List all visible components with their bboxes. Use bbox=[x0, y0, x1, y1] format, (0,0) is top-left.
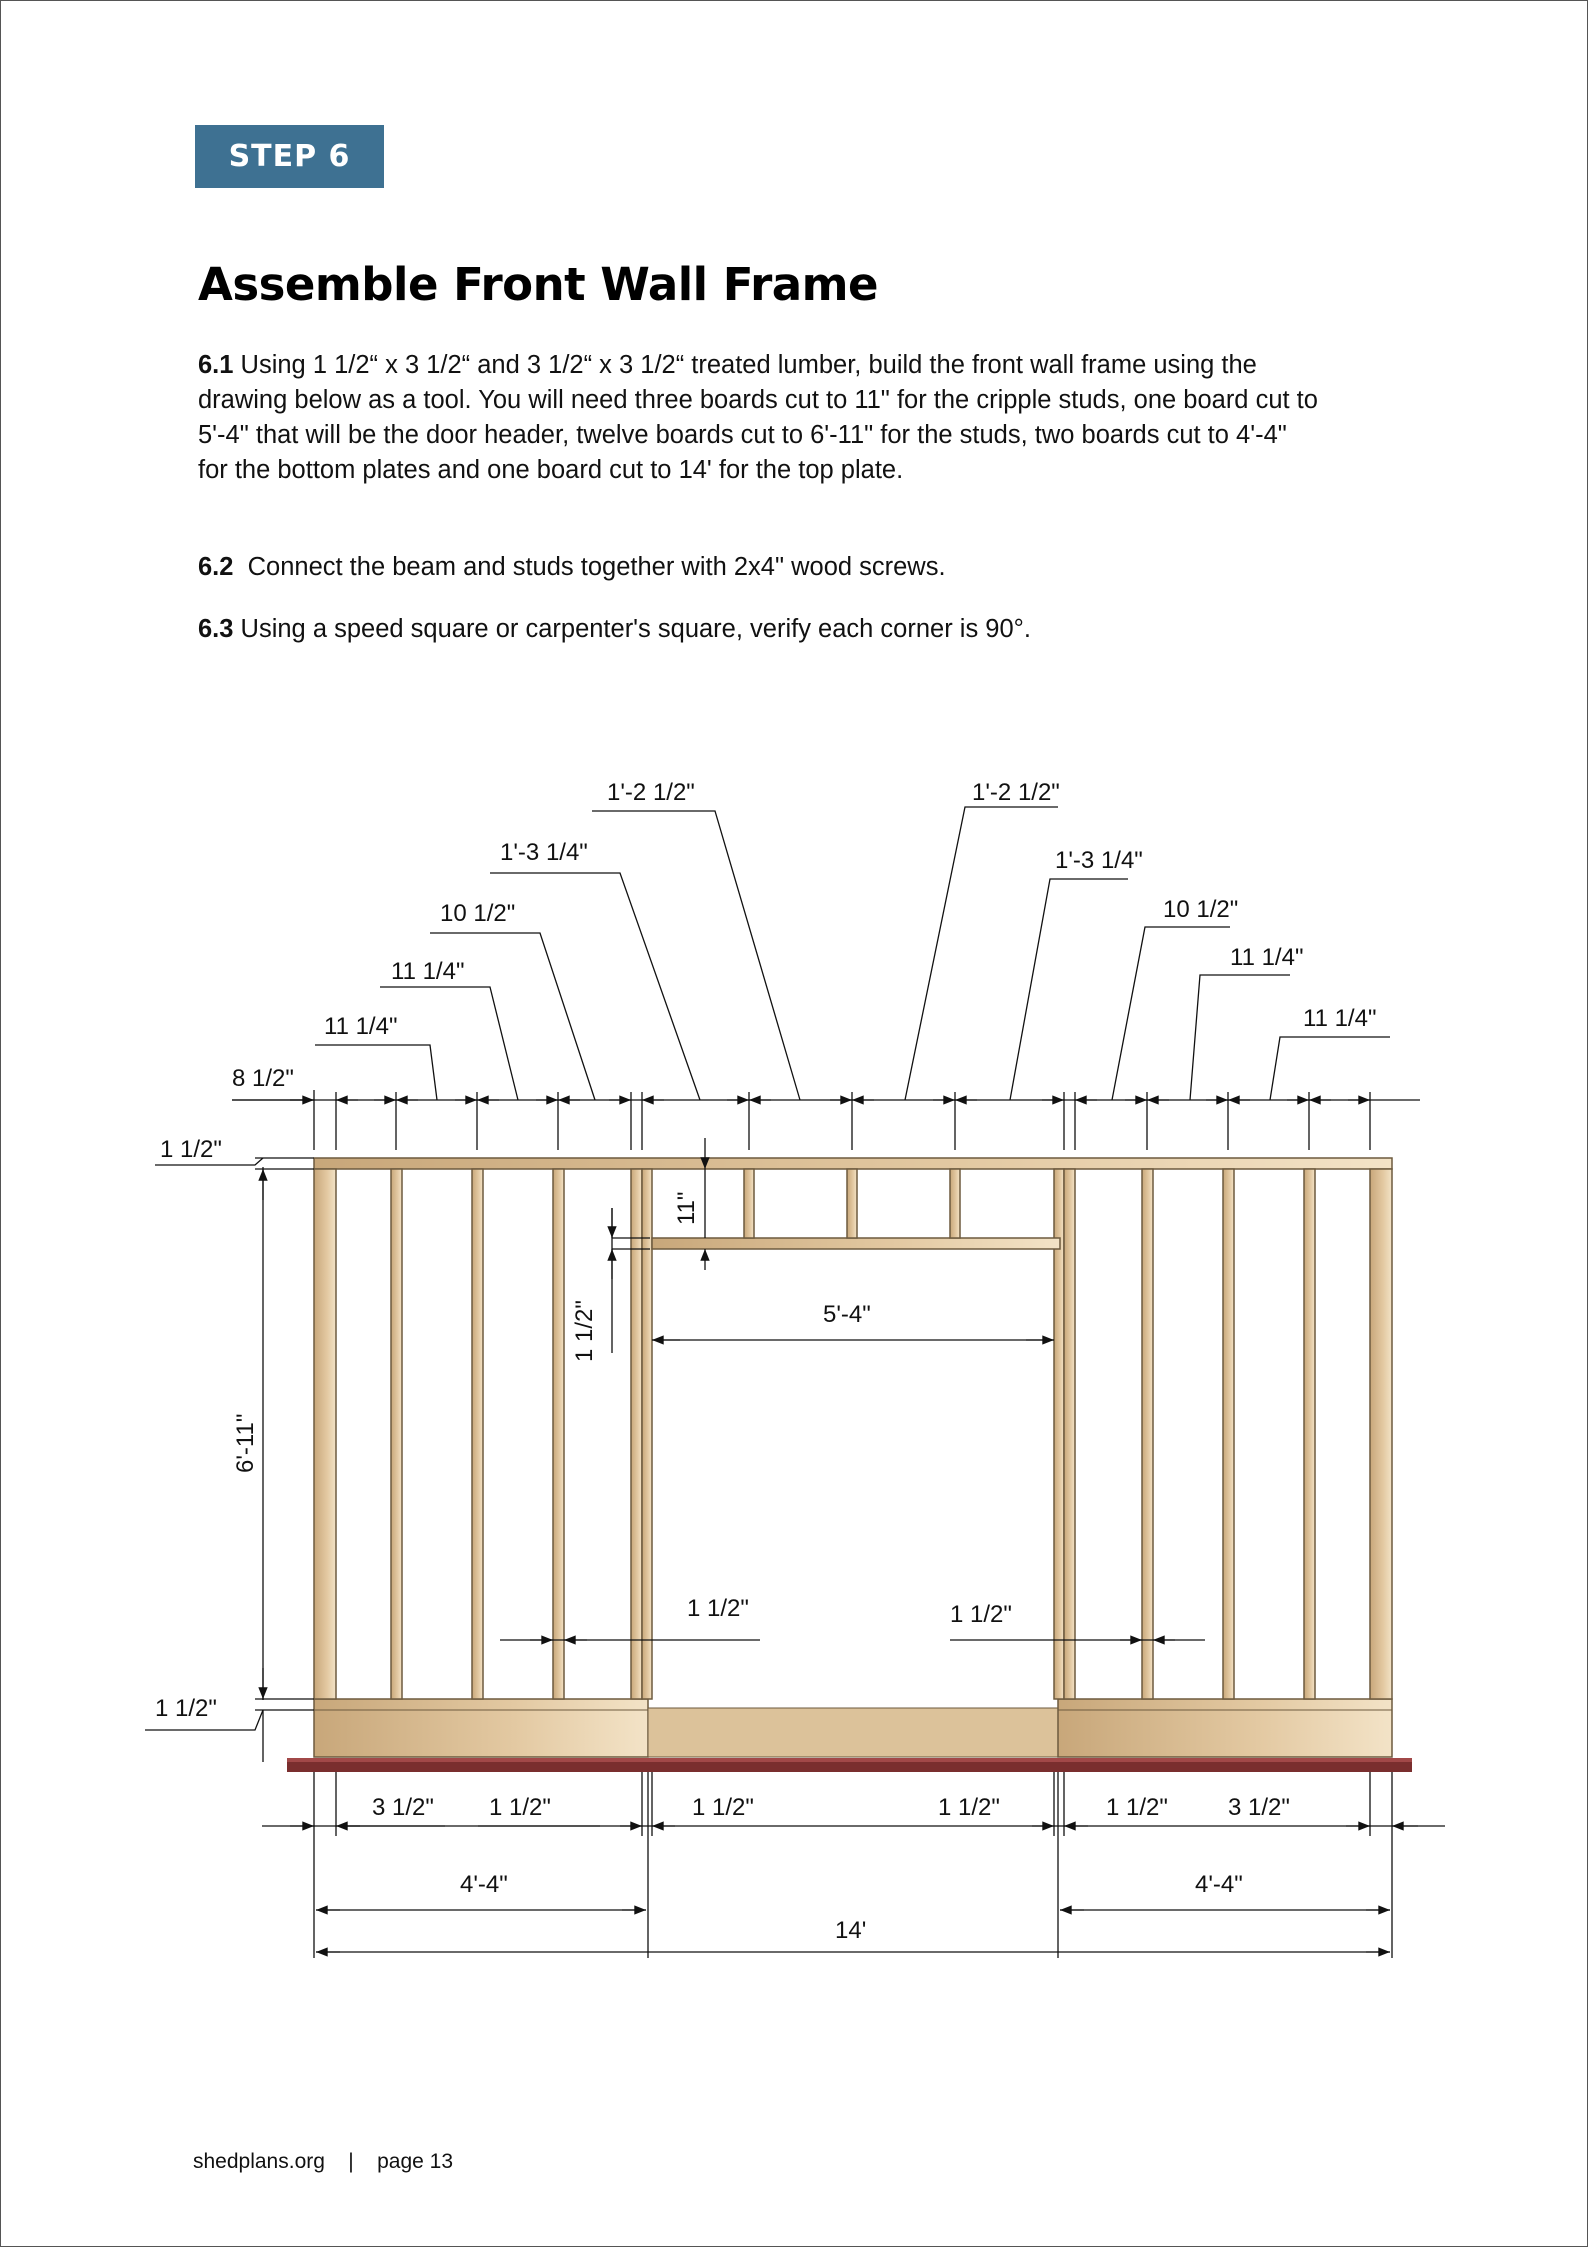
dim-label-top: 11 1/4" bbox=[1303, 1005, 1377, 1032]
dim-bottom: 3 1/2" bbox=[1228, 1794, 1290, 1821]
foundation-strip-highlight bbox=[287, 1758, 1412, 1762]
door-header bbox=[652, 1238, 1060, 1249]
paragraph-6-1: 6.1 Using 1 1/2“ x 3 1/2“ and 3 1/2“ x 3 1/2“ treated lumber, build the front wall frame using the drawing below as a tool. You will need three boards cut to 11" for the cripple studs, one board cut to 5'-4" that will be the door header, twelve boards cut to 6'-11" for the studs, two boards cut to 4'-4" for the bottom plates and one board cut to 14' for the top plate. bbox=[198, 351, 1318, 484]
dim-bottom: 3 1/2" bbox=[372, 1794, 434, 1821]
dim-door-width: 5'-4" bbox=[823, 1301, 871, 1328]
dim-bottom: 1 1/2" bbox=[489, 1794, 551, 1821]
dim-label-top: 1'-2 1/2" bbox=[972, 779, 1060, 806]
footer-site: shedplans.org bbox=[193, 2150, 325, 2173]
dim-header-thickness: 1 1/2" bbox=[571, 1300, 598, 1362]
dim-plate-right: 4'-4" bbox=[1195, 1871, 1243, 1898]
stud-end-right bbox=[1370, 1169, 1392, 1699]
stud-king-right bbox=[1064, 1169, 1075, 1699]
dim-top-plate: 1 1/2" bbox=[160, 1136, 222, 1163]
step-badge: STEP 6 bbox=[195, 125, 384, 188]
stud bbox=[1142, 1169, 1153, 1699]
paragraph-6-3: 6.3 Using a speed square or carpenter's square, verify each corner is 90°. bbox=[198, 615, 1031, 643]
bottom-plate-right bbox=[1058, 1699, 1392, 1757]
dim-label-top: 11 1/4" bbox=[1230, 944, 1304, 971]
stud-end-left bbox=[314, 1169, 336, 1699]
dim-bottom: 1 1/2" bbox=[1106, 1794, 1168, 1821]
threshold bbox=[648, 1708, 1058, 1757]
dim-inner-left: 1 1/2" bbox=[687, 1595, 749, 1622]
cripple-stud bbox=[847, 1169, 857, 1238]
stud bbox=[553, 1169, 564, 1699]
footer bbox=[193, 2150, 453, 2174]
stud bbox=[472, 1169, 483, 1699]
bottom-plate-left bbox=[314, 1699, 648, 1757]
stud bbox=[391, 1169, 402, 1699]
dim-cripple: 11" bbox=[673, 1191, 700, 1225]
dim-label-top: 10 1/2" bbox=[1163, 896, 1239, 923]
dim-bottom: 1 1/2" bbox=[938, 1794, 1000, 1821]
dim-plate-left: 4'-4" bbox=[460, 1871, 508, 1898]
dim-bottom-plate: 1 1/2" bbox=[155, 1695, 217, 1722]
dim-label-top: 1'-2 1/2" bbox=[607, 779, 695, 806]
footer-page: page 13 bbox=[377, 2150, 454, 2173]
paragraph-6-2: 6.2 Connect the beam and studs together with 2x4" wood screws. bbox=[198, 553, 946, 581]
stud bbox=[1304, 1169, 1315, 1699]
footer-separator: | bbox=[348, 2150, 354, 2173]
stud bbox=[1223, 1169, 1234, 1699]
cripple-stud bbox=[950, 1169, 960, 1238]
dim-inner-right: 1 1/2" bbox=[950, 1601, 1012, 1628]
dim-overall: 14' bbox=[835, 1917, 867, 1944]
top-plate bbox=[314, 1158, 1392, 1169]
cripple-stud bbox=[744, 1169, 754, 1238]
dim-label-top: 8 1/2" bbox=[232, 1065, 294, 1092]
dim-label-top: 10 1/2" bbox=[440, 900, 516, 927]
dim-label-top: 11 1/4" bbox=[391, 958, 465, 985]
dim-stud-height: 6'-11" bbox=[232, 1413, 259, 1473]
dim-label-top: 11 1/4" bbox=[324, 1013, 398, 1040]
dim-bottom: 1 1/2" bbox=[692, 1794, 754, 1821]
page-title: Assemble Front Wall Frame bbox=[198, 258, 879, 311]
dim-label-top: 1'-3 1/4" bbox=[500, 839, 588, 866]
dim-label-top: 1'-3 1/4" bbox=[1055, 847, 1143, 874]
